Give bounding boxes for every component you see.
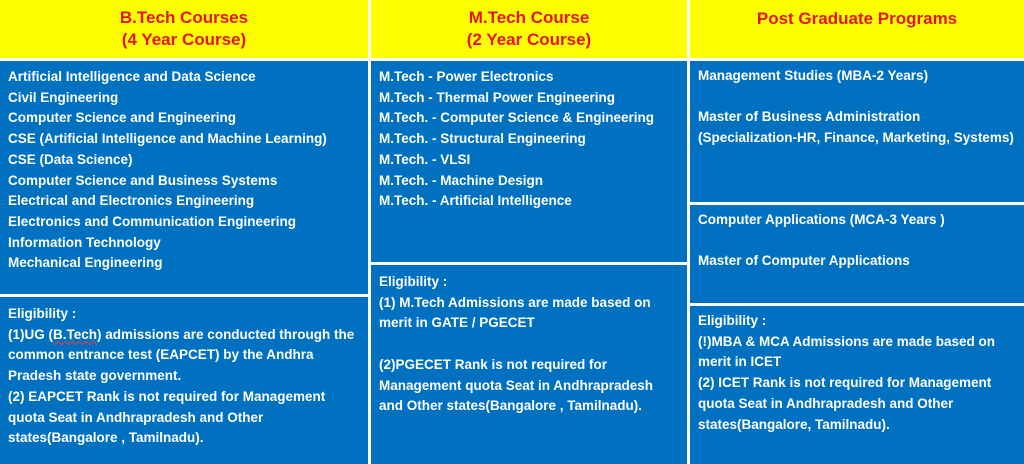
- spacer: [698, 87, 1016, 108]
- mtech-title: M.Tech Course: [468, 8, 590, 27]
- mba-cell: [690, 61, 1024, 202]
- mtech-header: [371, 0, 687, 58]
- eligibility-heading: Eligibility :: [698, 313, 767, 328]
- course-item: M.Tech - Thermal Power Engineering: [379, 89, 616, 105]
- pg-title: Post Graduate Programs: [756, 9, 958, 28]
- spacer: [698, 231, 1016, 252]
- mtech-duration: (2 Year Course): [466, 30, 592, 49]
- eligibility-text: ) admissions are conducted through the common entrance test (EAPCET) by the Andhra Pradesh state government.: [8, 326, 355, 384]
- course-item: M.Tech. - Computer Science & Engineering: [379, 110, 655, 126]
- course-item: Artificial Intelligence and Data Science: [8, 69, 256, 84]
- eligibility-item: (2)PGECET Rank is not required for Management quota Seat in Andhrapradesh and Other states(Bangalore , Tamilnadu).: [379, 356, 654, 414]
- course-item: Computer Science and Engineering: [8, 110, 237, 126]
- eligibility-item: (!)MBA & MCA Admissions are made based on merit in ICET: [698, 333, 996, 370]
- course-item: CSE (Artificial Intelligence and Machine Learning): [8, 131, 327, 147]
- pg-column: [690, 0, 1024, 464]
- spellcheck-word: B.Tech: [53, 326, 98, 342]
- mtech-column: [371, 0, 687, 464]
- mtech-courses-cell: [371, 61, 687, 262]
- mca-heading: Computer Applications (MCA-3 Years ): [698, 212, 945, 227]
- btech-courses-cell: [0, 61, 368, 294]
- spacer: [379, 334, 679, 355]
- course-item: M.Tech - Power Electronics: [379, 69, 554, 84]
- pg-header: [690, 0, 1024, 58]
- course-item: M.Tech. - Structural Engineering: [379, 131, 586, 147]
- course-item: Information Technology: [8, 234, 161, 250]
- course-item: M.Tech. - Machine Design: [379, 172, 544, 188]
- btech-title: B.Tech Courses: [119, 8, 249, 27]
- btech-column: [0, 0, 368, 464]
- mca-cell: [690, 205, 1024, 303]
- eligibility-item: (1) M.Tech Admissions are made based on merit in GATE / PGECET: [379, 294, 651, 331]
- mtech-course-list: [379, 67, 679, 212]
- course-item: M.Tech. - Artificial Intelligence: [379, 193, 572, 209]
- course-item: Electrical and Electronics Engineering: [8, 193, 255, 209]
- eligibility-item: [8, 325, 360, 387]
- eligibility-item: (2) ICET Rank is not required for Management quota Seat in Andhrapradesh and Other states(Bangalore, Tamilnadu).: [698, 375, 992, 432]
- btech-duration: (4 Year Course): [121, 30, 247, 49]
- course-item: Mechanical Engineering: [8, 255, 163, 271]
- btech-course-list: [8, 67, 360, 274]
- eligibility-item: (2) EAPCET Rank is not required for Management quota Seat in Andhrapradesh and Other states(Bangalore , Tamilnadu).: [8, 388, 326, 446]
- mba-description: Master of Business Administration (Specialization-HR, Finance, Marketing, Systems): [698, 109, 1014, 146]
- eligibility-heading: Eligibility :: [379, 274, 448, 289]
- btech-eligibility-cell: [0, 297, 368, 464]
- mba-heading: Management Studies (MBA-2 Years): [698, 68, 929, 83]
- course-item: Computer Science and Business Systems: [8, 172, 278, 188]
- eligibility-text: (1)UG (: [8, 326, 53, 342]
- course-item: M.Tech. - VLSI: [379, 151, 471, 167]
- btech-header: [0, 0, 368, 58]
- eligibility-heading: Eligibility :: [8, 306, 77, 321]
- mca-description: Master of Computer Applications: [698, 253, 910, 269]
- pg-eligibility-cell: [690, 306, 1024, 464]
- course-item: Electronics and Communication Engineering: [8, 213, 297, 229]
- mtech-eligibility-cell: [371, 265, 687, 464]
- course-item: Civil Engineering: [8, 89, 119, 105]
- course-item: CSE (Data Science): [8, 151, 133, 167]
